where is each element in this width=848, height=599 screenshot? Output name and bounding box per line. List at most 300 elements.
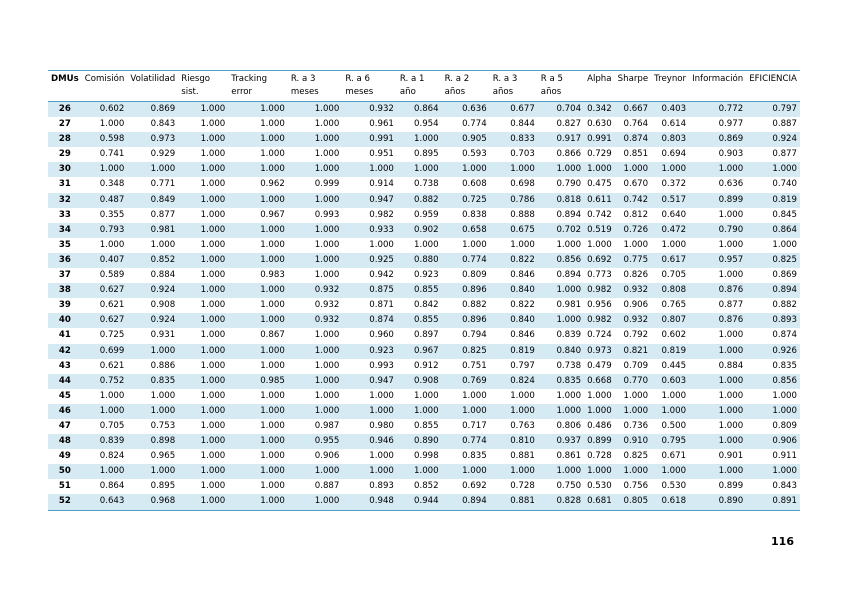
- value-cell: 0.932: [623, 285, 649, 296]
- value-cell: 0.702: [556, 224, 582, 235]
- value-cell: 0.805: [623, 496, 649, 507]
- value-cell: 1.000: [200, 224, 226, 235]
- value-cell: 1.000: [200, 209, 226, 220]
- value-cell: 0.985: [260, 375, 285, 386]
- table-row: [48, 419, 800, 434]
- value-cell: 0.882: [414, 194, 439, 205]
- value-cell: 1.000: [200, 436, 226, 447]
- value-cell: 0.675: [510, 224, 535, 235]
- value-cell: 1.000: [150, 405, 176, 416]
- dmu-cell: 26: [58, 104, 71, 114]
- value-cell: 0.882: [462, 300, 487, 311]
- dmu-cell: 29: [58, 149, 71, 160]
- value-cell: 1.000: [718, 270, 744, 281]
- value-cell: 0.887: [314, 481, 340, 492]
- value-cell: 0.843: [150, 119, 176, 130]
- table-row: [48, 132, 800, 147]
- value-cell: 0.924: [150, 315, 176, 326]
- column-header: Sharpe: [617, 74, 649, 84]
- dmu-cell: 32: [58, 194, 71, 205]
- value-cell: 0.835: [150, 375, 176, 386]
- value-cell: 0.876: [718, 285, 744, 296]
- value-cell: 0.951: [369, 149, 394, 160]
- value-cell: 0.763: [510, 420, 535, 431]
- value-cell: 1.000: [369, 390, 394, 401]
- value-cell: 1.000: [200, 360, 226, 371]
- value-cell: 1.000: [623, 466, 649, 477]
- value-cell: 0.741: [99, 149, 125, 160]
- value-cell: 0.517: [661, 194, 687, 205]
- value-cell: 0.705: [661, 270, 687, 281]
- value-cell: 1.000: [661, 405, 687, 416]
- value-cell: 1.000: [200, 420, 226, 431]
- value-cell: 0.810: [510, 436, 535, 447]
- value-cell: 0.882: [772, 300, 797, 311]
- value-cell: 0.871: [369, 300, 394, 311]
- value-cell: 1.000: [510, 164, 535, 175]
- efficiency-table: [48, 70, 800, 511]
- table-row: [48, 404, 800, 419]
- value-cell: 0.821: [623, 345, 649, 356]
- value-cell: 0.809: [772, 420, 797, 431]
- value-cell: 0.973: [150, 134, 176, 145]
- value-cell: 0.643: [99, 496, 125, 507]
- value-cell: 0.884: [718, 360, 744, 371]
- value-cell: 0.699: [99, 345, 125, 356]
- column-header: EFICIENCIA: [749, 74, 797, 84]
- table-row: [48, 253, 800, 268]
- value-cell: 1.000: [314, 496, 340, 507]
- table-row: [48, 117, 800, 132]
- value-cell: 0.914: [369, 179, 394, 190]
- value-cell: 1.000: [661, 466, 687, 477]
- value-cell: 0.886: [150, 360, 176, 371]
- value-cell: 1.000: [556, 315, 582, 326]
- value-cell: 1.000: [314, 224, 340, 235]
- value-cell: 1.000: [99, 239, 125, 250]
- dmu-cell: 36: [58, 254, 71, 265]
- table-row: [48, 102, 800, 118]
- table-row: [48, 449, 800, 464]
- value-cell: 0.826: [623, 270, 649, 281]
- value-cell: 0.844: [510, 119, 535, 130]
- value-cell: 0.901: [718, 451, 744, 462]
- page-number: 116: [771, 535, 794, 548]
- value-cell: 1.000: [200, 466, 226, 477]
- value-cell: 1.000: [260, 436, 285, 447]
- table-row: [48, 344, 800, 359]
- value-cell: 1.000: [200, 496, 226, 507]
- column-header: R. a 2 años: [444, 74, 470, 97]
- value-cell: 0.627: [99, 315, 125, 326]
- value-cell: 0.773: [587, 270, 612, 281]
- value-cell: 0.827: [556, 119, 582, 130]
- value-cell: 0.602: [661, 330, 687, 341]
- value-cell: 1.000: [718, 390, 744, 401]
- value-cell: 1.000: [661, 239, 687, 250]
- value-cell: 0.486: [587, 420, 612, 431]
- value-cell: 0.774: [462, 436, 487, 447]
- value-cell: 0.839: [99, 436, 125, 447]
- value-cell: 0.808: [661, 285, 687, 296]
- value-cell: 0.603: [661, 375, 687, 386]
- value-cell: 0.348: [99, 179, 125, 190]
- value-cell: 1.000: [414, 390, 439, 401]
- value-cell: 0.959: [414, 209, 439, 220]
- value-cell: 0.993: [314, 209, 340, 220]
- value-cell: 0.899: [718, 481, 744, 492]
- value-cell: 1.000: [99, 390, 125, 401]
- value-cell: 0.724: [587, 330, 612, 341]
- value-cell: 0.864: [772, 224, 797, 235]
- value-cell: 0.981: [150, 224, 176, 235]
- value-cell: 0.825: [772, 254, 797, 265]
- value-cell: 0.903: [718, 149, 744, 160]
- value-cell: 1.000: [260, 300, 285, 311]
- value-cell: 0.838: [462, 209, 487, 220]
- value-cell: 0.342: [587, 104, 612, 114]
- value-cell: 0.681: [587, 496, 612, 507]
- value-cell: 0.869: [150, 104, 176, 114]
- value-cell: 1.000: [556, 466, 582, 477]
- value-cell: 1.000: [200, 330, 226, 341]
- value-cell: 1.000: [314, 134, 340, 145]
- dmu-cell: 41: [58, 330, 71, 341]
- value-cell: 1.000: [414, 164, 439, 175]
- value-cell: 0.608: [462, 179, 487, 190]
- column-header: DMUs: [51, 74, 79, 84]
- value-cell: 0.856: [772, 375, 797, 386]
- value-cell: 1.000: [510, 466, 535, 477]
- value-cell: 1.000: [260, 315, 285, 326]
- value-cell: 0.961: [369, 119, 394, 130]
- value-cell: 0.887: [772, 119, 797, 130]
- value-cell: 0.372: [661, 179, 687, 190]
- dmu-cell: 51: [58, 481, 71, 492]
- value-cell: 0.403: [661, 104, 687, 114]
- value-cell: 0.906: [772, 436, 797, 447]
- value-cell: 0.797: [510, 360, 535, 371]
- value-cell: 0.709: [623, 360, 649, 371]
- value-cell: 0.874: [369, 315, 394, 326]
- value-cell: 1.000: [200, 270, 226, 281]
- value-cell: 0.890: [718, 496, 744, 507]
- value-cell: 1.000: [99, 405, 125, 416]
- value-cell: 1.000: [369, 466, 394, 477]
- value-cell: 1.000: [260, 405, 285, 416]
- value-cell: 0.738: [414, 179, 439, 190]
- value-cell: 0.962: [260, 179, 285, 190]
- value-cell: 0.692: [587, 254, 612, 265]
- value-cell: 0.770: [623, 375, 649, 386]
- value-cell: 0.946: [369, 436, 394, 447]
- value-cell: 0.980: [369, 420, 394, 431]
- value-cell: 0.876: [718, 315, 744, 326]
- dmu-cell: 42: [58, 345, 71, 356]
- dmu-cell: 33: [58, 209, 71, 220]
- value-cell: 0.912: [414, 360, 439, 371]
- value-cell: 0.792: [623, 330, 649, 341]
- value-cell: 1.000: [150, 239, 176, 250]
- dmu-cell: 46: [58, 405, 71, 416]
- value-cell: 0.877: [150, 209, 176, 220]
- value-cell: 1.000: [587, 239, 612, 250]
- column-header: Volatilidad: [130, 74, 176, 84]
- value-cell: 1.000: [718, 405, 744, 416]
- value-cell: 1.000: [623, 390, 649, 401]
- value-cell: 1.000: [718, 375, 744, 386]
- value-cell: 0.877: [718, 300, 744, 311]
- value-cell: 1.000: [314, 149, 340, 160]
- value-cell: 0.923: [369, 345, 394, 356]
- value-cell: 0.794: [462, 330, 487, 341]
- value-cell: 0.908: [414, 375, 439, 386]
- dmu-cell: 28: [58, 134, 71, 145]
- value-cell: 0.726: [623, 224, 649, 235]
- value-cell: 1.000: [200, 149, 226, 160]
- column-header: R. a 1 año: [399, 74, 425, 97]
- dmu-cell: 44: [58, 375, 71, 386]
- value-cell: 0.917: [556, 134, 582, 145]
- value-cell: 0.982: [587, 315, 612, 326]
- value-cell: 1.000: [260, 149, 285, 160]
- table-row: [48, 147, 800, 162]
- value-cell: 0.519: [587, 224, 612, 235]
- value-cell: 0.775: [623, 254, 649, 265]
- value-cell: 1.000: [718, 209, 744, 220]
- table-row: [48, 434, 800, 449]
- value-cell: 0.819: [772, 194, 797, 205]
- value-cell: 0.835: [772, 360, 797, 371]
- value-cell: 0.771: [150, 179, 176, 190]
- value-cell: 0.864: [414, 104, 439, 114]
- value-cell: 1.000: [314, 360, 340, 371]
- value-cell: 0.955: [314, 436, 340, 447]
- value-cell: 0.851: [623, 149, 649, 160]
- value-cell: 0.931: [150, 330, 176, 341]
- value-cell: 1.000: [200, 375, 226, 386]
- value-cell: 0.764: [623, 119, 649, 130]
- value-cell: 0.947: [369, 375, 394, 386]
- value-cell: 0.621: [99, 360, 125, 371]
- value-cell: 0.910: [623, 436, 649, 447]
- value-cell: 0.671: [661, 451, 687, 462]
- value-cell: 1.000: [314, 405, 340, 416]
- value-cell: 0.894: [556, 270, 582, 281]
- value-cell: 0.987: [314, 420, 340, 431]
- value-cell: 0.769: [462, 375, 487, 386]
- value-cell: 0.880: [414, 254, 439, 265]
- value-cell: 1.000: [150, 164, 176, 175]
- value-cell: 0.750: [556, 481, 582, 492]
- value-cell: 0.874: [772, 330, 797, 341]
- value-cell: 0.774: [462, 119, 487, 130]
- dmu-cell: 34: [58, 224, 71, 235]
- table-row: [48, 494, 800, 510]
- value-cell: 0.738: [556, 360, 582, 371]
- value-cell: 0.807: [661, 315, 687, 326]
- value-cell: 0.932: [623, 315, 649, 326]
- value-cell: 0.948: [369, 496, 394, 507]
- efficiency-table-container: [48, 70, 800, 511]
- value-cell: 0.614: [661, 119, 687, 130]
- value-cell: 1.000: [587, 390, 612, 401]
- value-cell: 1.000: [623, 164, 649, 175]
- value-cell: 1.000: [260, 481, 285, 492]
- value-cell: 0.751: [462, 360, 487, 371]
- column-header: R a 5 años: [540, 74, 563, 97]
- value-cell: 1.000: [314, 104, 340, 114]
- value-cell: 1.000: [200, 134, 226, 145]
- value-cell: 0.852: [150, 254, 176, 265]
- value-cell: 1.000: [200, 239, 226, 250]
- value-cell: 0.902: [414, 224, 439, 235]
- value-cell: 0.840: [510, 315, 535, 326]
- value-cell: 1.000: [587, 405, 612, 416]
- dmu-cell: 43: [58, 360, 71, 371]
- value-cell: 0.957: [718, 254, 744, 265]
- value-cell: 0.991: [587, 134, 612, 145]
- value-cell: 1.000: [510, 405, 535, 416]
- value-cell: 1.000: [260, 360, 285, 371]
- value-cell: 1.000: [661, 164, 687, 175]
- value-cell: 0.884: [150, 270, 176, 281]
- value-cell: 1.000: [772, 164, 797, 175]
- value-cell: 1.000: [260, 420, 285, 431]
- table-row: [48, 374, 800, 389]
- value-cell: 0.819: [661, 345, 687, 356]
- value-cell: 0.692: [462, 481, 487, 492]
- value-cell: 1.000: [772, 466, 797, 477]
- value-cell: 1.000: [200, 451, 226, 462]
- value-cell: 0.874: [623, 134, 649, 145]
- value-cell: 0.890: [414, 436, 439, 447]
- value-cell: 0.843: [772, 481, 797, 492]
- value-cell: 1.000: [200, 194, 226, 205]
- value-cell: 1.000: [260, 496, 285, 507]
- value-cell: 0.894: [556, 209, 582, 220]
- value-cell: 0.855: [414, 420, 439, 431]
- value-cell: 0.602: [99, 104, 125, 114]
- value-cell: 1.000: [772, 239, 797, 250]
- value-cell: 0.849: [150, 194, 176, 205]
- value-cell: 1.000: [718, 420, 744, 431]
- value-cell: 0.729: [587, 149, 612, 160]
- value-cell: 0.861: [556, 451, 582, 462]
- value-cell: 0.790: [718, 224, 744, 235]
- value-cell: 0.705: [99, 420, 125, 431]
- table-row: [48, 298, 800, 313]
- column-header: Comisión: [84, 74, 125, 84]
- value-cell: 1.000: [260, 134, 285, 145]
- column-header: R. a 6 meses: [345, 74, 374, 97]
- value-cell: 1.000: [556, 164, 582, 175]
- value-cell: 0.932: [314, 315, 340, 326]
- value-cell: 0.881: [510, 451, 535, 462]
- value-cell: 0.765: [661, 300, 687, 311]
- value-cell: 0.905: [462, 134, 487, 145]
- value-cell: 0.636: [462, 104, 487, 114]
- dmu-cell: 47: [58, 420, 71, 431]
- value-cell: 1.000: [772, 405, 797, 416]
- value-cell: 0.407: [99, 254, 125, 265]
- value-cell: 0.668: [587, 375, 612, 386]
- value-cell: 0.998: [414, 451, 439, 462]
- value-cell: 0.487: [99, 194, 125, 205]
- value-cell: 1.000: [200, 254, 226, 265]
- value-cell: 0.728: [510, 481, 535, 492]
- table-row: [48, 479, 800, 494]
- column-header: Información: [692, 74, 744, 84]
- value-cell: 0.954: [414, 119, 439, 130]
- value-cell: 0.906: [623, 300, 649, 311]
- value-cell: 0.864: [99, 481, 125, 492]
- dmu-cell: 37: [58, 270, 71, 281]
- value-cell: 0.869: [772, 270, 797, 281]
- value-cell: 0.593: [462, 149, 487, 160]
- value-cell: 1.000: [462, 390, 487, 401]
- value-cell: 0.658: [462, 224, 487, 235]
- value-cell: 0.677: [510, 104, 535, 114]
- value-cell: 1.000: [556, 390, 582, 401]
- column-header: Treynor: [654, 74, 687, 84]
- value-cell: 1.000: [314, 119, 340, 130]
- value-cell: 0.475: [587, 179, 612, 190]
- value-cell: 1.000: [587, 466, 612, 477]
- value-cell: 1.000: [718, 239, 744, 250]
- value-cell: 0.960: [369, 330, 394, 341]
- value-cell: 0.617: [661, 254, 687, 265]
- table-row: [48, 283, 800, 298]
- value-cell: 0.877: [772, 149, 797, 160]
- value-cell: 0.756: [623, 481, 649, 492]
- value-cell: 0.888: [510, 209, 535, 220]
- value-cell: 0.942: [369, 270, 394, 281]
- value-cell: 0.896: [462, 285, 487, 296]
- value-cell: 0.977: [718, 119, 744, 130]
- value-cell: 0.812: [623, 209, 649, 220]
- dmu-cell: 30: [58, 164, 71, 175]
- value-cell: 1.000: [414, 405, 439, 416]
- value-cell: 0.530: [587, 481, 612, 492]
- value-cell: 0.717: [462, 420, 487, 431]
- dmu-cell: 35: [58, 239, 71, 250]
- value-cell: 1.000: [200, 481, 226, 492]
- value-cell: 0.895: [150, 481, 176, 492]
- value-cell: 1.000: [150, 345, 176, 356]
- value-cell: 1.000: [260, 254, 285, 265]
- value-cell: 0.947: [369, 194, 394, 205]
- dmu-cell: 45: [58, 390, 71, 401]
- value-cell: 0.670: [623, 179, 649, 190]
- value-cell: 1.000: [200, 405, 226, 416]
- value-cell: 0.937: [556, 436, 582, 447]
- value-cell: 1.000: [623, 239, 649, 250]
- table-row: [48, 238, 800, 253]
- value-cell: 0.698: [510, 179, 535, 190]
- value-cell: 0.867: [260, 330, 285, 341]
- value-cell: 0.704: [556, 104, 582, 114]
- value-cell: 0.725: [462, 194, 487, 205]
- value-cell: 0.981: [556, 300, 582, 311]
- value-cell: 1.000: [556, 285, 582, 296]
- value-cell: 0.852: [414, 481, 439, 492]
- value-cell: 1.000: [369, 239, 394, 250]
- value-cell: 0.819: [510, 345, 535, 356]
- value-cell: 1.000: [260, 119, 285, 130]
- value-cell: 1.000: [718, 330, 744, 341]
- value-cell: 1.000: [260, 104, 285, 114]
